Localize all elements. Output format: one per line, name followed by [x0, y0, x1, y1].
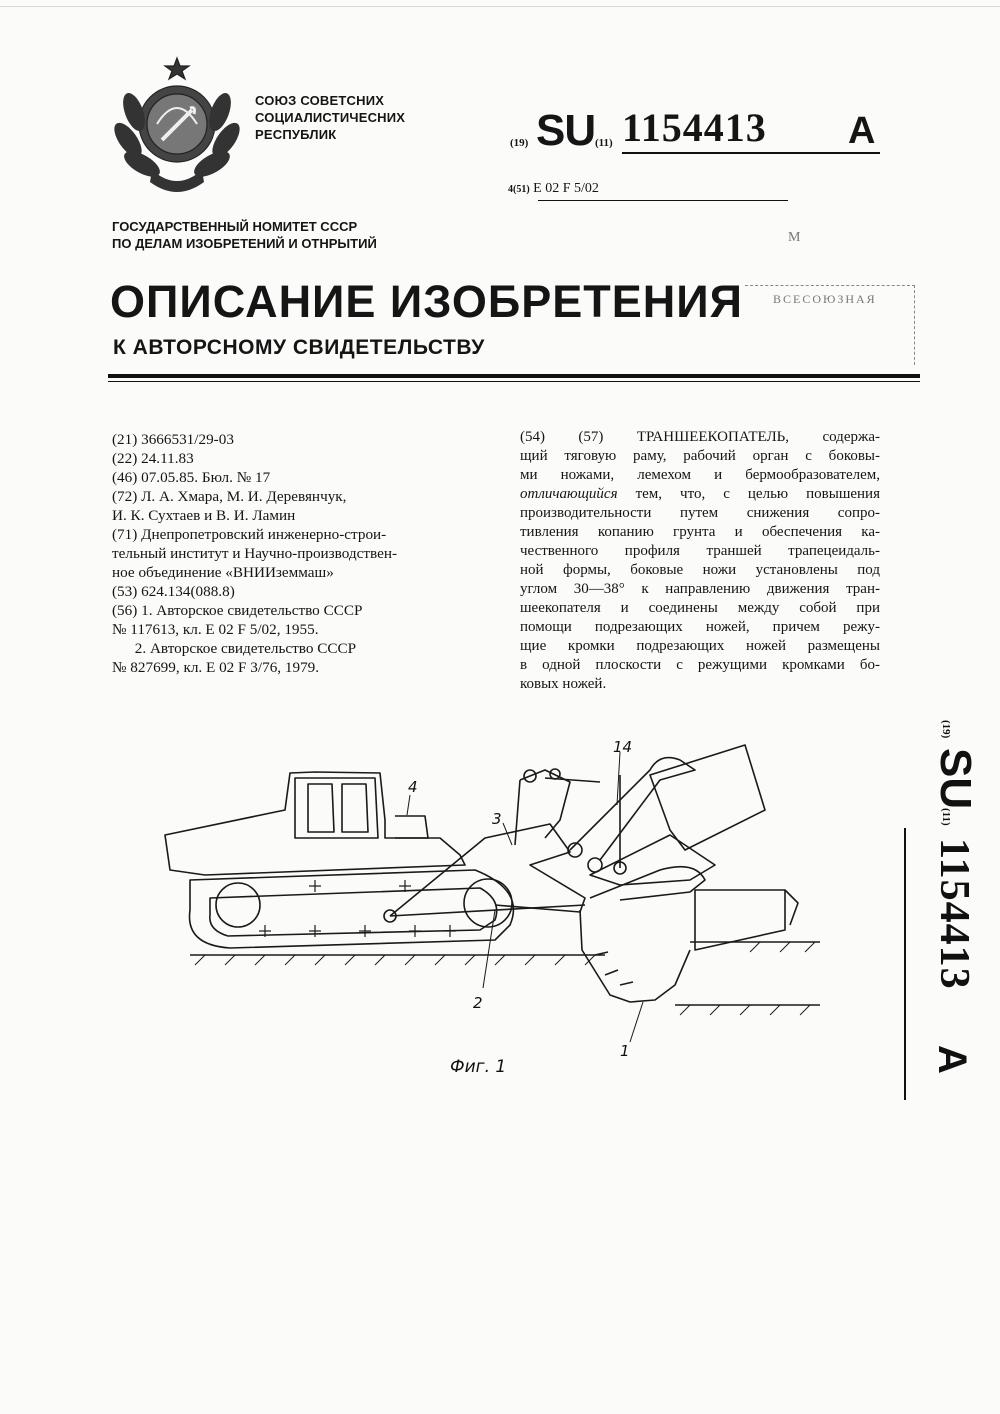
abstract-line: (54) (57) ТРАНШЕЕКОПАТЕЛЬ, содержа- [520, 429, 880, 445]
union-line-3: РЕСПУБЛИК [255, 127, 337, 142]
side-kind-code: A [930, 1045, 974, 1074]
biblio-line: (71) Днепропетровский инженерно-строи- [112, 526, 387, 543]
biblio-line: (53) 624.134(088.8) [112, 583, 235, 600]
code-11: (11) [595, 137, 613, 149]
biblio-line: № 827699, кл. E 02 F 3/76, 1979. [112, 659, 320, 676]
abstract-line: помощи подрезающих ножей, причем режу- [520, 619, 880, 635]
patent-number-block [510, 104, 890, 164]
header-rule-thin [108, 381, 920, 382]
abstract-line: углом 30—38° к направлению движения тран- [520, 581, 880, 597]
abstract-line: ной формы, боковые ножи установлены под [520, 562, 880, 578]
abstract [520, 428, 880, 694]
abstract-line: ковых ножей. [520, 676, 607, 692]
union-line-2: СОЦИАЛИСТИЧЕСНИХ [255, 110, 406, 125]
bibliographic-data [112, 430, 482, 677]
figure-label-4: 4 [408, 778, 418, 796]
abstract-line: тивления копанию грунта и обеспечения ка- [520, 524, 880, 540]
committee-name [112, 218, 377, 252]
country-code: SU [536, 106, 596, 155]
biblio-line: № 117613, кл. E 02 F 5/02, 1955. [112, 621, 319, 638]
patent-number-underline [622, 152, 880, 154]
abstract-line: чественного профиля траншей трапецеидаль- [520, 543, 880, 559]
side-country-code: SU [931, 748, 980, 810]
biblio-line: И. К. Сухтаев и В. И. Ламин [112, 507, 296, 524]
figure-label-14: 14 [613, 738, 633, 756]
figure-label-3: 3 [492, 810, 502, 828]
abstract-line-with-italic: отличающийся тем, что, с целью повышения [520, 486, 880, 502]
biblio-line: (22) 24.11.83 [112, 450, 194, 467]
side-code-11: (11) [940, 808, 952, 826]
committee-line-2: ПО ДЕЛАМ ИЗОБРЕТЕНИЙ И ОТНРЫТИЙ [112, 236, 377, 251]
union-name [255, 92, 405, 143]
kind-code: A [848, 110, 876, 152]
biblio-line: тельный институт и Научно-производствен- [112, 545, 398, 562]
side-patent-digits: 1154413 [931, 838, 977, 990]
biblio-line: (46) 07.05.85. Бюл. № 17 [112, 469, 271, 486]
ipc-code: E 02 F 5/02 [533, 181, 599, 196]
figure-label-2: 2 [473, 994, 483, 1012]
union-line-1: СОЮЗ СОВЕТСНИХ [255, 93, 385, 108]
side-code-19: (19) [940, 720, 952, 739]
committee-line-1: ГОСУДАРСТВЕННЫЙ НОМИТЕТ СССР [112, 219, 358, 234]
biblio-line: (56) 1. Авторское свидетельство СССР [112, 602, 363, 619]
document-title: ОПИСАНИЕ ИЗОБРЕТЕНИЯ [110, 276, 743, 327]
abstract-line: производительности путем снижения сопро- [520, 505, 880, 521]
side-patent-number [905, 720, 980, 1120]
library-stamp-mark: М [788, 230, 803, 245]
ipc-classification [508, 181, 599, 197]
biblio-line: 2. Авторское свидетельство СССР [112, 640, 357, 657]
patent-number: 1154413 [622, 105, 767, 150]
ipc-prefix: 4(51) [508, 184, 530, 195]
library-stamp [745, 285, 915, 365]
scan-top-edge [0, 6, 1000, 7]
trencher-drawing [150, 720, 850, 1100]
abstract-line: ми ножами, лемехом и бермообразователем, [520, 467, 880, 483]
abstract-line: шеекопателя и соединены между собой при [520, 600, 880, 616]
abstract-line: в одной плоскости с режущими кромками бо- [520, 657, 880, 673]
biblio-line: (72) Л. А. Хмара, М. И. Деревянчук, [112, 488, 347, 505]
ipc-underline [538, 200, 788, 201]
figure-caption: Фиг. 1 [450, 1057, 507, 1077]
ussr-emblem [112, 52, 242, 202]
biblio-line: (21) 3666531/29-03 [112, 431, 234, 448]
biblio-line: ное объединение «ВНИИземмаш» [112, 564, 334, 581]
figure-label-1: 1 [620, 1042, 630, 1060]
italic-phrase: отличающийся [520, 486, 618, 502]
document-subtitle: К АВТОРСНОМУ СВИДЕТЕЛЬСТВУ [113, 336, 485, 359]
abstract-line: щие кромки подрезающих ножей размещены [520, 638, 880, 654]
abstract-line: щий тяговую раму, рабочий орган с боковы- [520, 448, 880, 464]
header-rule-thick [108, 374, 920, 378]
code-19: (19) [510, 137, 529, 149]
library-stamp-text: ВСЕСОЮЗНАЯ [773, 292, 877, 306]
